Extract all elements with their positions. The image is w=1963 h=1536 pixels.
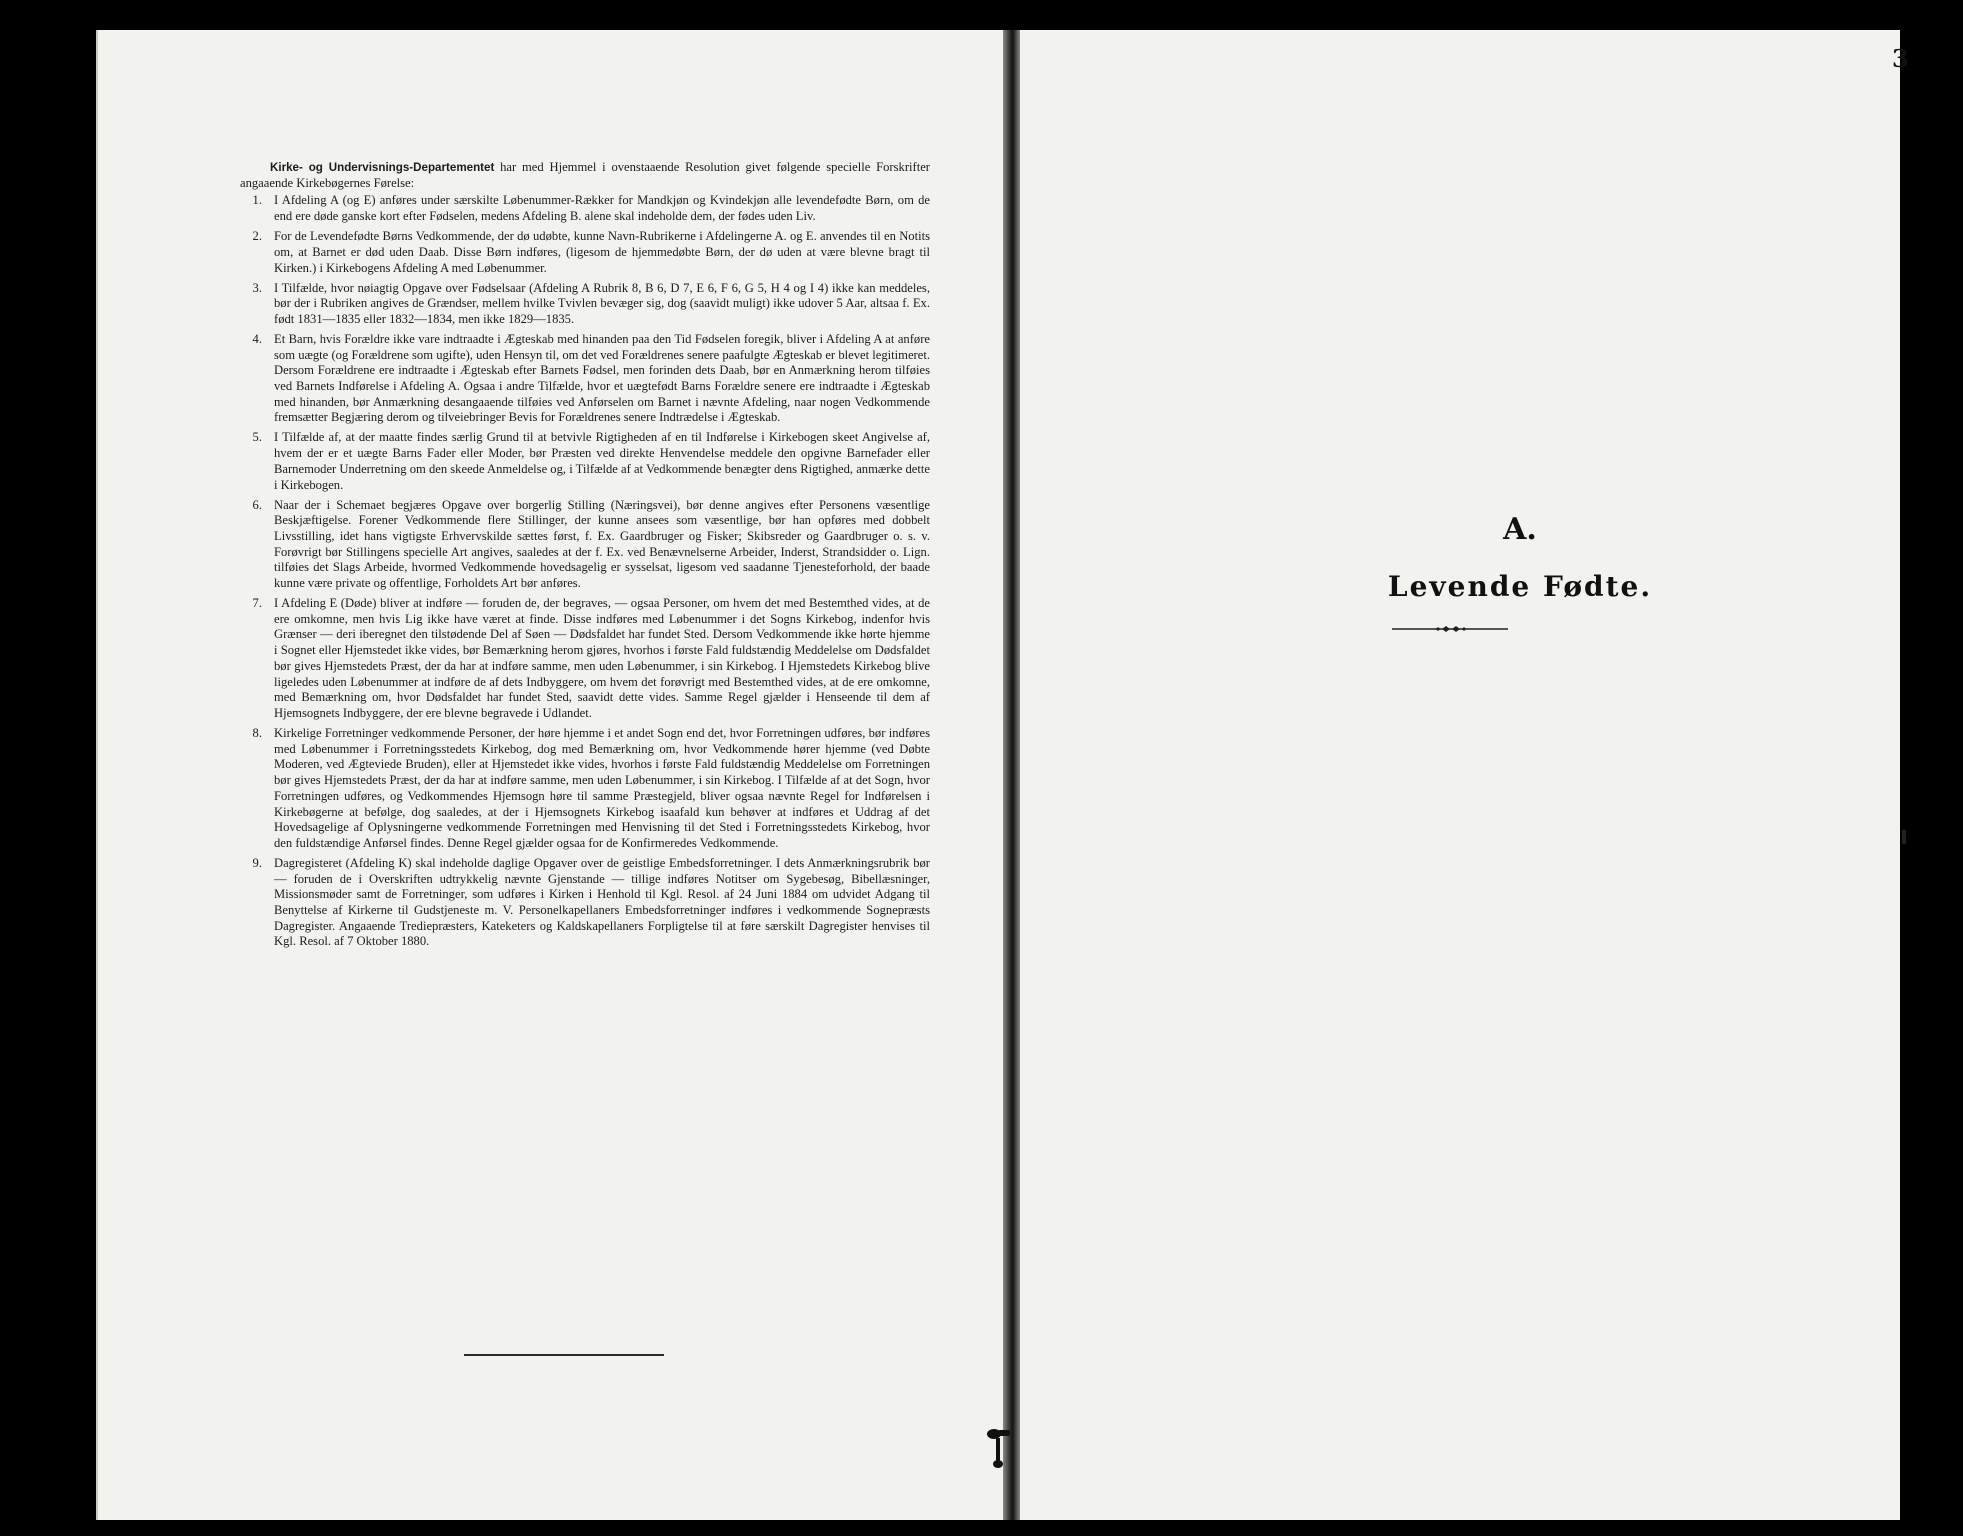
binding-clip-icon bbox=[984, 1424, 1012, 1480]
rule-item bbox=[240, 281, 930, 328]
rule-number: 5. bbox=[252, 430, 262, 445]
rule-number: 8. bbox=[252, 725, 262, 740]
rule-number: 6. bbox=[252, 497, 262, 512]
intro-paragraph bbox=[240, 160, 930, 191]
rule-number: 2. bbox=[252, 229, 262, 244]
rule-item bbox=[240, 596, 930, 722]
rule-text: I Afdeling E (Døde) bliver at indføre — foruden de, der begraves, — ogsaa Personer, om hvem det med Bestemthed vides, at de ere omkomne, men hvis Lig ikke have været at finde. Disse indføres med Løbenummer i det Sogns Kirkebog, indenfor hvis Grænser — deri iberegnet den tilstødende Del af Søen — Dødsfaldet har fundet Sted. Dersom Vedkommende ikke hørte hjemme i Sognet eller Hjemstedet ikke vides, bør Bemærkning herom gjøres, hvorhos i første Fald fuldstændig Meddelelse om Dødsfaldet bør gives Hjemstedets Præst, der da har at indføre samme, men uden Løbenummer, i sin Kirkebog. I Hjemstedets Kirkebog blive ligeledes uden Løbenummer at indføre de af dets Indbyggere, om hvem det forøvrigt med Bestemthed vides, at de ere omkomne, med Bemærkning om, hvor Dødsfaldet har fundet Sted, saavidt dette vides. Samme Regel gjælder i Henseende til dem af Hjemsognets Indbyggere, der ere blevne begravede i Udlandet. bbox=[274, 596, 930, 720]
rule-text: For de Levendefødte Børns Vedkommende, der dø udøbte, kunne Navn-Rubrikerne i Afdelingerne A. og E. anvendes til en Notits om, at Barnet er død uden Daab. Disse Børn indføres, (ligesom de hjemmedøbte Børn, der dø uden at være blevne bragt til Kirken.) i Kirkebogens Afdeling A med Løbenummer. bbox=[274, 229, 930, 275]
rule-number: 9. bbox=[252, 855, 262, 870]
rule-number: 3. bbox=[252, 280, 262, 295]
rule-item bbox=[240, 332, 930, 426]
rule-number: 7. bbox=[252, 596, 262, 611]
rule-item bbox=[240, 856, 930, 950]
rule-text: I Tilfælde af, at der maatte findes særlig Grund til at betvivle Rigtigheden af en til Indførelse i Kirkebogen skeet Angivelse af, hvem der er et uægte Barns Fader eller Moder, bør Præsten ved direkte Henvendelse meddele den opgivne Barnefader eller Barnemoder Underretning om den skeede Anmeldelse og, i Tilfælde af at Vedkommende benægter dens Rigtighed, anmærke dette i Kirkebogen. bbox=[274, 430, 930, 492]
rule-item bbox=[240, 498, 930, 592]
rule-text: Et Barn, hvis Forældre ikke vare indtraadte i Ægteskab med hinanden paa den Tid Fødselen foregik, bliver i Afdeling A at anføre som uægte (og Forældrene som ugifte), uden Hensyn til, om det ved Forældrenes senere paafulgte Ægteskab er blevet legitimeret. Dersom Forældrene ere indtraadte i Ægteskab efter Barnets Fødsel, men forinden dets Daab, bør en Anmærkning herom tilføies ved Barnets Indførelse i Afdeling A. Ogsaa i andre Tilfælde, hvor et uægtefødt Barns Forældre senere ere indtraadte i Ægteskab med hinanden, bør Anmærkning desangaaende tilføies ved Anførselen om Barnet i nævnte Afdeling, naar nogen Vedkommende fremsætter Begjæring derom og tilveiebringer Bevis for Forældrenes senere Indtrædelse i Ægteskab. bbox=[274, 331, 930, 425]
rule-text: Kirkelige Forretninger vedkommende Personer, der høre hjemme i et andet Sogn end det, hvor Forretningen udføres, bør indføres med Løbenummer i Forretningsstedets Kirkebog, dog med Bemærkning om, hvor Vedkommende hører hjemme (ved Døbte Moderen, ved Ægteviede Bruden), eller at Hjemstedet ikke vides, hvorhos i første Fald fuldstændig Meddelelse om Forretningen bør gives Hjemstedets Præst, der da har at indføre samme, men uden Løbenummer, i sin Kirkebog. I Tilfælde af at det Sogn, hvor Forretningen udføres, og Vedkommendes Hjemsogn høre til samme Præstegjeld, bliver ogsaa nævnte Regel for Indførelsen i Kirkebøgerne at befølge, dog saaledes, at der i Hjemsognets Kirkebog isaafald kun behøver at indføres et Uddrag af det Hovedsagelige af Oplysningerne vedkommende Forretningen med Henvisning til det Sted i Forretningsstedets Kirkebog, hvor den fuldstændige Anførsel findes. Denne Regel gjælder ogsaa for de Konfirmeredes Vedkommende. bbox=[274, 725, 930, 850]
right-page bbox=[1020, 30, 1900, 1520]
closing-rule bbox=[464, 1354, 664, 1356]
ornament-divider-icon bbox=[1392, 622, 1508, 636]
rule-number: 4. bbox=[252, 331, 262, 346]
rule-text: Dagregisteret (Afdeling K) skal indeholde daglige Opgaver over de geistlige Embedsforretninger. I dets Anmærkningsrubrik bør — foruden de i Overskriften udtrykkelig nævnte Gjenstande — tillige indføres Notitser om Sygebesøg, Bibellæsninger, Missionsmøder samt de Forretninger, som udføres i Kirken i Henhold til Kgl. Resol. af 24 Juni 1884 om udvidet Adgang til Benyttelse af Kirkerne til Gudstjeneste m. V. Personelkapellaners Embedsforretninger indføres i vedkommende Sognepræsts Dagregister. Angaaende Trediepræsters, Kateketers og Kaldskapellaners Forpligtelse til at føre særskilt Dagregister henvises til Kgl. Resol. af 7 Oktober 1880. bbox=[274, 855, 930, 949]
intro-text: har med Hjemmel i ovenstaaende Resolution givet følgende specielle Forskrifter angaaende Kirkebøgernes Førelse: bbox=[240, 160, 930, 190]
rule-item bbox=[240, 193, 930, 224]
regulations-text bbox=[240, 160, 930, 954]
rule-text: I Tilfælde, hvor nøiagtig Opgave over Fødselsaar (Afdeling A Rubrik 8, B 6, D 7, E 6, F 6, G 5, H 4 og I 4) ikke kan meddeles, bør der i Rubriken angives de Grændser, mellem hvilke Tvivlen bevæger sig, dog (saavidt muligt) ikke udover 5 Aar, altsaa f. Ex. født 1831—1835 eller 1832—1834, men ikke 1829—1835. bbox=[274, 280, 930, 326]
department-name: Kirke- og Undervisnings-Departementet bbox=[270, 161, 495, 174]
rules-list bbox=[240, 193, 930, 950]
rule-item bbox=[240, 726, 930, 852]
rule-item bbox=[240, 229, 930, 276]
rule-number: 1. bbox=[252, 193, 262, 208]
book-gutter bbox=[1003, 30, 1021, 1520]
page-edge-mark bbox=[1902, 830, 1906, 844]
rule-text: I Afdeling A (og E) anføres under særskilte Løbenummer-Rækker for Mandkjøn og Kvindekjøn alle levendefødte Børn, om de end ere døde ganske kort efter Fødselen, medens Afdeling B. alene skal indeholde dem, der fødes uden Liv. bbox=[274, 193, 930, 224]
rule-item bbox=[240, 430, 930, 493]
rule-text: Naar der i Schemaet begjæres Opgave over borgerlig Stilling (Næringsvei), bør denne angives efter Personens væsentlige Beskjæftigelse. Forener Vedkommende flere Stillinger, der kunne ansees som væsentlige, bør han opføres med dobbelt Livsstilling, idet hans vigtigste Erhvervskilde sættes først, f. Ex. Gaardbruger og Fisker; Skibsreder og Gaardbruger o. s. v. Forøvrigt bør Stillingens specielle Art angives, saaledes at der f. Ex. ved Benævnelserne Arbeider, Inderst, Strandsidder o. Lign. tilføies det Slags Arbeide, hvormed Vedkommende hovedsagelig er sysselsat, ligesom ved saadanne Tjenesteforhold, der baade kunne være private og offentlige, Forholdets Art bør anføres. bbox=[274, 497, 930, 591]
section-letter: A. bbox=[1503, 512, 1537, 547]
page-number: 3 bbox=[1892, 44, 1909, 73]
section-title: Levende Fødte. bbox=[1387, 570, 1653, 603]
